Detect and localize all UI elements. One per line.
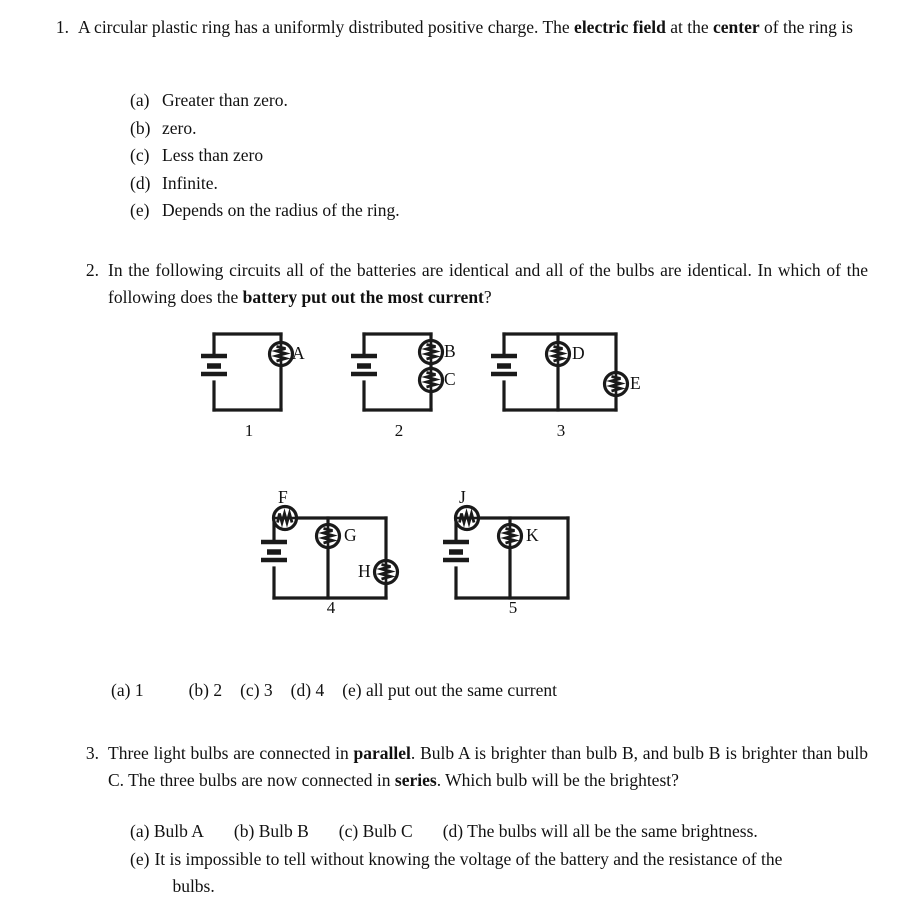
option-row[interactable] [443, 818, 758, 846]
option-label: (a) [130, 821, 150, 841]
circuit-caption-1: 1 [244, 421, 254, 440]
question-2-number: 2. [85, 260, 99, 280]
option-text: 3 [263, 680, 273, 700]
bulb-A [270, 343, 293, 366]
bulb-label-E: E [630, 373, 641, 393]
bulb-label-D: D [572, 343, 585, 363]
bulb-K [499, 525, 522, 548]
option-row[interactable] [130, 818, 204, 846]
bulb-label-C: C [444, 369, 456, 389]
option-label: (e) [130, 848, 150, 869]
option-text: 2 [213, 680, 223, 700]
option-row[interactable] [234, 818, 309, 846]
question-1-text-part-1: A circular plastic ring has a uniformly distributed positive charge. The [78, 17, 575, 37]
circuit-diagram-3 [490, 326, 641, 440]
bulb-J [456, 507, 479, 530]
option-text: zero. [162, 117, 197, 138]
option-row[interactable] [240, 677, 273, 704]
bulb-label-G: G [344, 525, 357, 545]
bulb-label-A: A [292, 343, 305, 363]
option-label: (b) [233, 821, 255, 841]
question-3-options [130, 818, 830, 901]
circuit-caption-4: 4 [326, 598, 336, 617]
question-1-text-part-4: center [713, 17, 760, 37]
circuit-4-svg [260, 492, 405, 614]
option-text: Bulb A [153, 821, 204, 841]
circuit-3-svg [490, 326, 640, 418]
bulb-E [605, 373, 628, 396]
option-text: The bulbs will all be the same brightness. [467, 821, 758, 841]
bulb-F [274, 507, 297, 530]
question-3-text-part-2: parallel [353, 743, 411, 763]
option-row[interactable] [291, 677, 325, 704]
circuit-caption-3: 3 [556, 421, 566, 440]
option-row[interactable] [342, 677, 557, 704]
option-label: (a) [111, 680, 131, 700]
question-2-text-part-3: ? [483, 287, 492, 307]
option-text-block [154, 846, 814, 901]
bulb-H [375, 561, 398, 584]
bulb-label-J: J [459, 487, 466, 507]
bulb-label-B: B [444, 341, 456, 361]
circuit-caption-5: 5 [508, 598, 518, 617]
option-text: 1 [134, 680, 144, 700]
circuit-diagram-2 [350, 326, 460, 440]
battery-symbol [351, 356, 377, 374]
question-3-text-part-4: series [394, 770, 437, 790]
question-3-options-row-1 [130, 818, 830, 846]
option-row[interactable] [130, 846, 830, 901]
option-text: Depends on the radius of the ring. [162, 200, 400, 220]
option-text: It is impossible to tell without knowing the voltage of the battery and the resistance of the [154, 848, 783, 869]
option-row[interactable] [111, 677, 144, 704]
option-text: Greater than zero. [162, 90, 288, 110]
option-row[interactable] [339, 818, 413, 846]
question-1-number: 1. [55, 17, 69, 37]
question-3-text [108, 740, 868, 794]
option-label: (e) [130, 200, 150, 220]
option-text: 4 [315, 680, 325, 700]
circuit-1-svg [200, 326, 310, 418]
question-2-options [111, 677, 557, 704]
question-1-text-part-2: electric field [574, 17, 666, 37]
question-3-text-part-1: Three light bulbs are connected in [108, 743, 354, 763]
circuit-diagram-1 [200, 326, 310, 440]
option-text: Less than zero [162, 145, 264, 165]
question-1-text-part-5: of the ring is [759, 17, 853, 37]
bulb-B [420, 341, 443, 364]
bulb-D [547, 343, 570, 366]
option-label: (d) [130, 172, 151, 193]
option-label: (d) [290, 680, 312, 700]
battery-symbol [201, 356, 227, 374]
option-text-continuation: bulbs. [172, 876, 215, 896]
bulb-label-F: F [278, 487, 288, 507]
bulb-G [317, 525, 340, 548]
option-label: (c) [240, 680, 260, 700]
question-3-number: 3. [85, 743, 99, 763]
bulb-label-H: H [358, 561, 371, 581]
question-2-text-part-2: battery put out the most current [242, 287, 484, 307]
question-2-text-part-1: In the following circuits all of the batteries are identical and all of the bulbs are identical. In which of the following does the [108, 260, 868, 307]
circuit-5-svg [442, 492, 587, 614]
option-label: (c) [338, 821, 359, 841]
option-label: (a) [130, 90, 150, 110]
bulb-C [420, 369, 443, 392]
option-label: (c) [130, 145, 150, 165]
question-1-text-part-3: at the [665, 17, 714, 37]
question-3 [78, 740, 868, 794]
circuit-diagram-5 [442, 487, 587, 622]
option-text: Infinite. [162, 172, 218, 193]
battery-symbol [261, 542, 287, 560]
option-text: all put out the same current [366, 680, 557, 700]
option-label: (e) [342, 680, 362, 700]
battery-symbol [443, 542, 469, 560]
option-label: (b) [188, 680, 209, 700]
circuit-diagram-4 [260, 487, 405, 622]
option-label: (b) [130, 117, 151, 138]
battery-symbol [491, 356, 517, 374]
question-3-text-part-5: . Which bulb will be the brightest? [436, 770, 679, 790]
option-text: Bulb C [362, 821, 413, 841]
option-label: (d) [442, 821, 464, 841]
option-text: Bulb B [258, 821, 309, 841]
bulb-label-K: K [526, 525, 539, 545]
option-row[interactable] [189, 677, 223, 704]
question-3-text-part-3: . Bulb A is brighter than bulb B, and bulb B is brighter than bulb C. The three bulbs are now connected in [108, 743, 868, 790]
circuit-caption-2: 2 [394, 421, 404, 440]
